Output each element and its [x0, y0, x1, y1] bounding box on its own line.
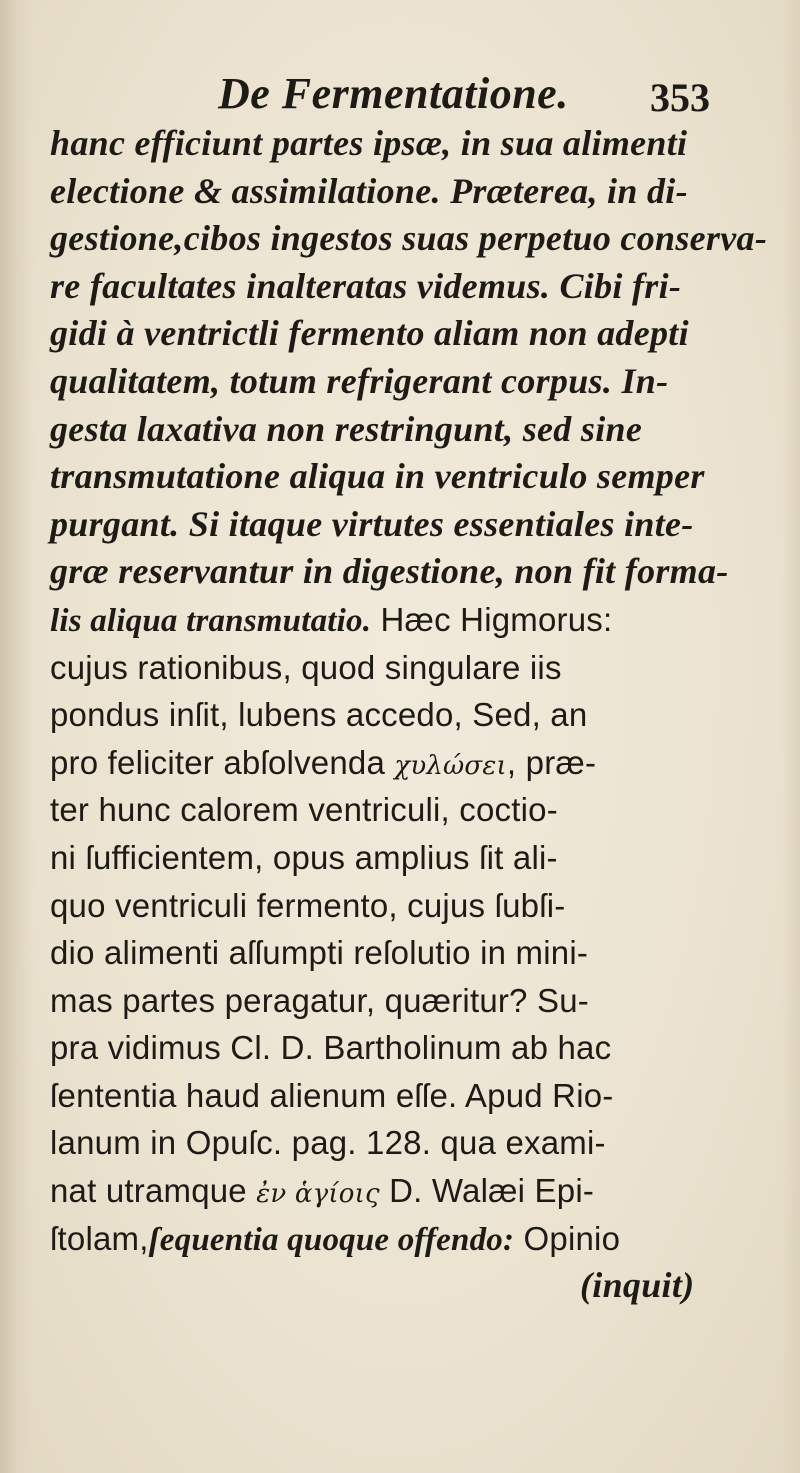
text-line: dio alimenti aſſumpti reſolutio in mini-: [50, 934, 589, 972]
running-title: De Fermentatione.: [218, 69, 569, 118]
text-line: purgant. Si itaque virtutes essentiales inte-: [50, 503, 694, 544]
text-line: quo ventriculi fermento, cujus ſubſi-: [50, 886, 566, 924]
text-line: gidi à ventrictli fermento aliam non adepti: [50, 313, 689, 354]
gutter-shadow: [0, 0, 34, 1473]
roman-segment: Opinio: [514, 1219, 621, 1257]
text-line: electione & assimilatione. Præterea, in di-: [50, 170, 688, 211]
text-line: cujus rationibus, quod singulare iis: [50, 648, 562, 686]
text-line: ni ſufficientem, opus amplius ſit ali-: [50, 838, 558, 876]
text-line: gestione,cibos ingestos suas perpetuo conserva-: [50, 218, 768, 259]
text-line: ter hunc calorem ventriculi, coctio-: [50, 791, 558, 829]
text-line: gesta laxativa non restringunt, sed sine: [50, 408, 643, 449]
text-line: re facultates inalteratas videmus. Cibi fri-: [50, 265, 682, 306]
roman-segment: Hæc Higmorus:: [371, 600, 613, 638]
text-line: pondus inſit, lubens accedo, Sed, an: [50, 696, 588, 734]
greek-word: χυλώσει: [394, 750, 507, 781]
page-number: 353: [650, 75, 710, 120]
roman-segment: pro feliciter abſolvenda: [50, 743, 395, 781]
greek-word: ἐν ἁγίοις: [256, 1179, 380, 1210]
text-line: [50, 739, 790, 787]
roman-segment: nat utramque: [50, 1172, 257, 1210]
body-text: [50, 120, 790, 1310]
italic-segment: ſequentia quoque offendo:: [148, 1221, 515, 1258]
text-line: lanum in Opuſc. pag. 128. qua exami-: [50, 1124, 606, 1162]
text-line: pra vidimus Cl. D. Bartholinum ab hac: [50, 1029, 612, 1067]
text-line: hanc efficiunt partes ipsæ, in sua alimenti: [50, 123, 688, 163]
roman-segment: D. Walæi Epi-: [379, 1172, 595, 1210]
catchword: (inquit): [580, 1265, 695, 1306]
text-line: [50, 596, 790, 644]
text-line: [50, 1215, 790, 1263]
text-line: [50, 1167, 790, 1215]
roman-segment: ſtolam,: [50, 1219, 149, 1257]
roman-segment: , præ-: [506, 743, 597, 781]
italic-segment: lis aliqua transmutatio.: [50, 602, 372, 639]
text-line: qualitatem, totum refrigerant corpus. In-: [50, 360, 669, 401]
text-line: transmutatione aliqua in ventriculo semper: [50, 456, 705, 497]
text-line: ſententia haud alienum eſſe. Apud Rio-: [50, 1076, 614, 1114]
text-line: græ reservantur in digestione, non fit forma-: [50, 551, 729, 592]
running-head: [0, 68, 800, 128]
text-line: mas partes peragatur, quæritur? Su-: [50, 981, 589, 1019]
